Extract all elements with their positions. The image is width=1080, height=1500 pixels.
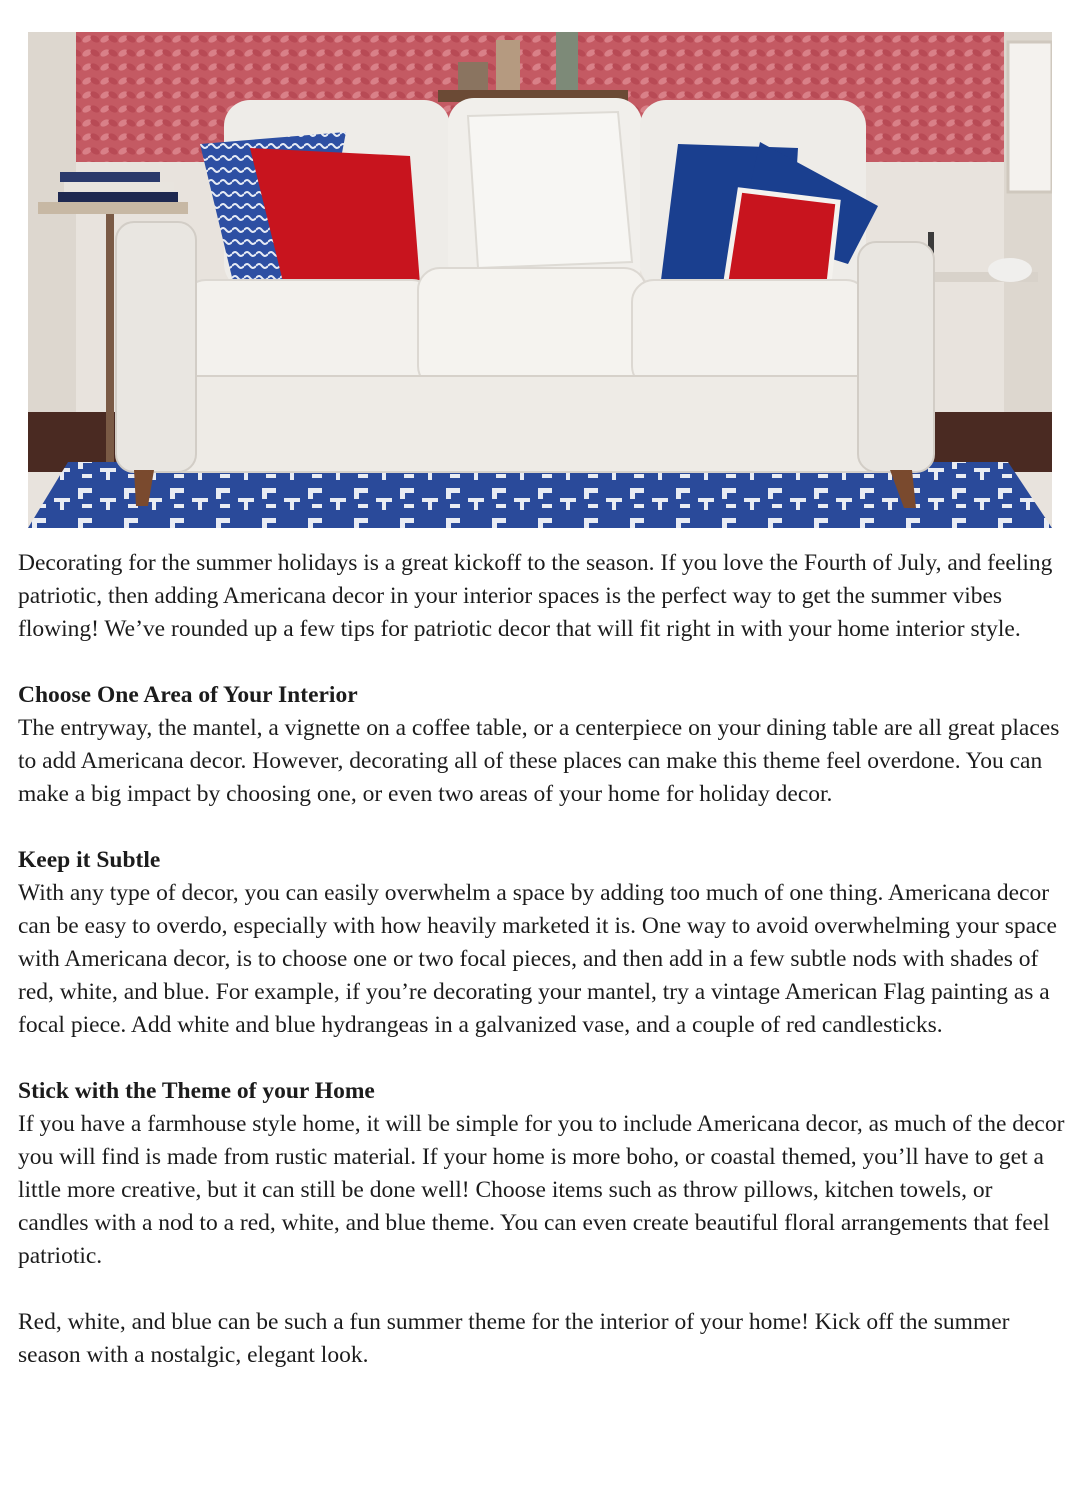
article-body	[18, 547, 1068, 1405]
window	[1008, 42, 1052, 192]
section-paragraph: If you have a farmhouse style home, it will be simple for you to include Americana decor, as much of the decor you will find is made from rustic material. If your home is more boho, or coastal themed, you’ll have to get a little more creative, but it can still be done well! Choose items such as throw pillows, kitchen towels, or candles with a nod to a red, white, and blue theme. You can even create beautiful floral arrangements that feel patriotic.	[18, 1111, 1065, 1269]
closing-paragraph: Red, white, and blue can be such a fun summer theme for the interior of your home! Kick off the summer season with a nostalgic, elegant look.	[18, 1309, 1010, 1368]
intro-paragraph: Decorating for the summer holidays is a great kickoff to the season. If you love the Fourth of July, and feeling patriotic, then adding Americana decor in your interior spaces is the perfect way to get the summer vibes flowing! We’ve rounded up a few tips for patriotic decor that will fit right in with your home interior style.	[18, 550, 1053, 642]
section-heading: Choose One Area of Your Interior	[18, 682, 358, 708]
side-table-left	[38, 202, 188, 214]
section-paragraph: With any type of decor, you can easily overwhelm a space by adding too much of one thing. Americana decor can be easy to overdo, especially with how heavily marketed it is. One way to avoid overwhelming your space with Americana decor, is to choose one or two focal pieces, and then add in a few subtle nods with shades of red, white, and blue. For example, if you’re decorating your mantel, try a vintage American Flag painting as a focal piece. Add white and blue hydrangeas in a galvanized vase, and a couple of red candlesticks.	[18, 880, 1057, 1038]
white-pillow	[468, 112, 632, 268]
section-heading: Keep it Subtle	[18, 847, 161, 873]
sofa-base	[158, 376, 898, 472]
sofa-arm-left	[116, 222, 196, 472]
sofa-arm-right	[858, 242, 934, 472]
seat-cushion-right	[632, 280, 868, 388]
red-pillow-right	[724, 190, 838, 294]
section-heading: Stick with the Theme of your Home	[18, 1078, 375, 1104]
hero-image	[28, 32, 1052, 528]
seat-cushion-middle	[418, 268, 646, 388]
sofa-illustration	[28, 32, 1052, 528]
seat-cushion-left	[184, 280, 434, 388]
section-paragraph: The entryway, the mantel, a vignette on a coffee table, or a centerpiece on your dining table are all great places to add Americana decor. However, decorating all of these places can make this theme feel overdone. You can make a big impact by choosing one, or even two areas of your home for holiday decor.	[18, 715, 1060, 807]
